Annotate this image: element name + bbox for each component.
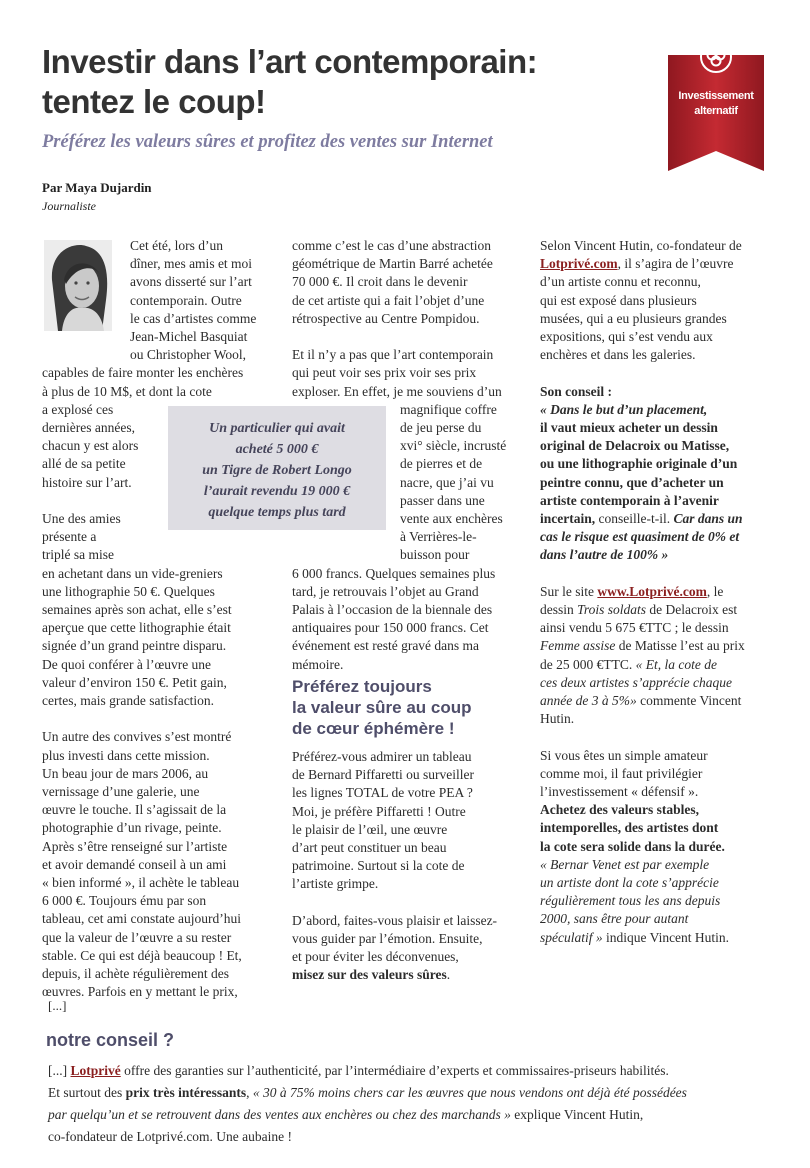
ellipsis-marker: [...] [48,998,67,1013]
text-line: à Verrières-le- [400,529,477,545]
text-line: ou une lithographie originale d’un [540,456,738,472]
lotprive-bottom-link[interactable]: Lotprivé [70,1063,121,1078]
section-heading [292,676,522,739]
text-line: œuvres. Parfois en y mettant le prix, [42,984,238,1000]
text-line: dernières années, [42,420,135,436]
text-line: l’investissement « défensif ». [540,784,699,800]
text-line [540,255,768,273]
text-line: un artiste dont la cote s’apprécie [540,875,719,891]
section-heading-line: la valeur sûre au coup [292,698,472,717]
pull-quote-line: Un particulier qui avait [209,421,345,436]
text-line: « bien informé », il achète le tableau [42,875,240,891]
text-span: Et surtout des [48,1085,126,1100]
text-line: co-fondateur de Lotprivé.com. Une aubaine ! [48,1129,293,1144]
text-line: d’un artiste connu et reconnu, [540,274,701,290]
text-line: buisson pour [400,547,470,563]
text-line: semaines après son achat, elle s’est [42,602,232,618]
text-line: musées, qui a eu plusieurs grandes [540,310,727,326]
text-line [540,656,768,674]
text-line: allé de sa petite [42,456,126,472]
text-line: capables de faire monter les enchères [42,365,244,381]
title-line-1: Investir dans l’art contemporain: [42,43,538,80]
text-line: signée d’un grand peintre disparu. [42,638,227,654]
text-line: peintre connu, que d’acheter un [540,474,724,490]
text-line: et pour éviter les déconvenues, [292,949,459,965]
text-line: Et il n’y a pas que l’art contemporain [292,347,494,363]
text-line: aperçue que cette lithographie était [42,620,231,636]
text-line: Moi, je préfère Piffaretti ! Outre [292,803,466,819]
wrapped-text [292,401,522,565]
pull-quote-line: un Tigre de Robert Longo [202,463,352,478]
text-line: le cas d’artistes comme [130,310,257,326]
text-line: que la valeur de l’œuvre a su rester [42,929,232,945]
text-line: magnifique coffre [400,401,497,417]
column-2-continued [292,748,522,985]
text-line: œuvre le touche. Il s’agissait de la [42,802,227,818]
text-span: offre des garanties sur l’authenticité, par l’intermédiaire d’experts et commissaires-priseurs habilités. [120,1063,669,1078]
text-line: Après s’être renseigné sur l’artiste [42,838,228,854]
ribbon-label [668,89,764,119]
text-line: d’art peut constituer un beau [292,840,447,856]
text-line: ces deux artistes s’apprécie chaque [540,674,732,690]
title-line-2: tentez le coup! [42,83,266,120]
text-line: les lignes TOTAL de votre PEA ? [292,785,473,801]
text-line: Selon Vincent Hutin, co-fondateur de [540,238,742,253]
section-heading-line: Préférez toujours [292,677,432,696]
paragraph-gap [292,894,522,912]
text-line [540,637,768,655]
text-line: mémoire. [292,656,344,672]
section-heading-line: de cœur éphémère ! [292,719,455,738]
byline-role: Journaliste [42,199,96,213]
text-line: de jeu perse du [400,420,482,436]
text-line: nacre, que j’ai vu [400,474,494,490]
text-line: dîner, mes amis et moi [130,256,253,272]
text-line: 2000, sans être pour autant [540,911,689,927]
text-line: l’artiste grimpe. [292,876,379,892]
pull-quote-line: quelque temps plus tard [208,505,346,520]
text-line: de Bernard Piffaretti ou surveiller [292,767,474,783]
text-line [540,510,768,528]
text-span: « 30 à 75% moins chers car les œuvres que nous vendons ont déjà été possédées [252,1085,687,1100]
text-line: comme c’est le cas d’une abstraction [292,238,492,253]
paragraph-gap [42,710,270,728]
text-span: de Delacroix est [646,602,738,618]
text-span: explique Vincent Hutin, [510,1107,644,1122]
text-line: stable. Ce qui est déjà beaucoup ! Et, [42,947,242,963]
text-span: conseille-t-il. [595,511,674,527]
text-line: une lithographie 50 €. Quelques [42,583,215,599]
text-line: xvi° siècle, incrusté [400,438,507,454]
text-span: , il s’agira de l’œuvre [617,256,734,272]
text-line [48,1060,772,1082]
article-title [42,42,642,122]
text-line: vente aux enchères [400,511,503,527]
text-line [48,1104,772,1126]
text-line: Jean-Michel Basquiat [130,329,248,345]
text-line: certes, mais grande satisfaction. [42,693,215,709]
text-line [540,692,768,710]
text-line: Achetez des valeurs stables, [540,802,699,818]
text-line: expositions, qui s’est vendu aux [540,329,713,345]
text-line: D’abord, faites-vous plaisir et laissez- [292,912,498,928]
text-span: [...] [48,1063,71,1078]
text-line [540,601,768,619]
text-line: le plaisir de l’œil, une œuvre [292,821,448,837]
text-line: plus investi dans cette mission. [42,747,210,763]
text-span: de 25 000 €TTC. [540,656,636,672]
text-line: histoire sur l’art. [42,474,132,490]
text-line: patrimoine. Surtout si la cote de [292,858,465,874]
column-1 [42,237,270,1002]
text-span: Sur le site [540,583,598,599]
column-3 [540,237,768,947]
text-line: passer dans une [400,492,485,508]
text-line: avons disserté sur l’art [130,274,252,290]
text-span: , le [706,583,724,599]
text-span: indique Vincent Hutin. [602,929,730,945]
text-span: année de 3 à 5%» [540,693,637,709]
text-line: triplé sa mise [42,547,114,563]
text-line: chacun y est alors [42,438,139,454]
text-line: comme moi, il faut privilégier [540,765,703,781]
text-span: dessin [540,602,578,618]
text-line: vous guider par l’émotion. Ensuite, [292,931,483,947]
text-line: dans l’autre de 100% » [540,547,669,563]
text-line: Préférez-vous admirer un tableau [292,749,472,764]
text-line: Une des amies [42,511,121,527]
text-span: incertain, [540,511,596,527]
text-span: misez sur des valeurs sûres [292,967,447,983]
text-line: de cet artiste qui a fait l’objet d’une [292,292,485,308]
text-line: antiquaires pour 150 000 francs. Cet [292,620,489,636]
text-line: à plus de 10 M$, et dont la cote [42,383,212,399]
byline-author: Par Maya Dujardin [42,180,152,195]
lotprive-link[interactable]: Lotprivé.com [540,256,618,272]
text-line: « Dans le but d’un placement, [540,401,708,417]
text-line: valeur d’environ 150 €. Petit gain, [42,674,227,690]
text-span: commente Vincent [636,693,742,709]
text-line: ainsi vendu 5 675 €TTC ; le dessin [540,620,729,636]
text-line: régulièrement tous les ans depuis [540,893,721,909]
text-line: 6 000 €. Toujours ému par son [42,893,207,909]
text-line: de pierres et de [400,456,483,472]
text-line: contemporain. Outre [130,292,242,308]
text-line: qui est exposé dans plusieurs [540,292,697,308]
advice-heading: notre conseil ? [46,1030,175,1050]
text-line: cas le risque est quasiment de 0% et [540,529,740,545]
text-line: intemporelles, des artistes dont [540,820,719,836]
text-line: « Bernar Venet est par exemple [540,856,710,872]
text-line [540,583,768,601]
text-span: par quelqu’un et se retrouvent dans des ventes aux enchères ou chez des marchands » [48,1107,511,1122]
text-line: qui peut voir ses prix voir ses prix [292,365,477,381]
text-line: événement est resté gravé dans ma [292,638,480,654]
text-line: en achetant dans un vide-greniers [42,565,223,581]
text-line: a explosé ces [42,401,114,417]
text-line: rétrospective au Centre Pompidou. [292,310,480,326]
article-subtitle: Préférez les valeurs sûres et profitez des ventes sur Internet [42,132,493,152]
text-span: Car dans un [673,511,743,527]
lotprive-site-link[interactable]: www.Lotprivé.com [597,583,707,599]
pull-quote-line: acheté 5 000 € [235,442,319,457]
text-span: , [246,1085,253,1100]
text-span: prix très intéressants [125,1085,247,1100]
text-line: la cote sera solide dans la durée. [540,838,725,854]
text-line [540,929,768,947]
text-line [292,966,522,984]
text-line: tableau, cet ami constate aujourd’hui [42,911,242,927]
text-span: spéculatif » [540,929,603,945]
text-line: Hutin. [540,711,575,727]
text-line: De quoi conférer à l’œuvre une [42,656,212,672]
ribbon-label-line-1: Investissement [678,90,754,102]
text-line: enchères et dans les galeries. [540,347,696,363]
text-line: Un autre des convives s’est montré [42,729,232,745]
text-line: depuis, il achète régulièrement des [42,966,230,982]
pull-quote-line: l’aurait revendu 19 000 € [203,484,351,499]
advice-paragraph [48,1060,772,1148]
text-span: . [446,967,451,983]
text-line: original de Delacroix ou Matisse, [540,438,730,454]
text-line: et avoir demandé conseil à un ami [42,856,227,872]
text-span: Trois soldats [577,602,647,618]
text-line: photographie d’un rivage, peinte. [42,820,222,836]
text-span: Femme assise [540,638,616,654]
text-line: 70 000 €. Il croit dans le devenir [292,274,468,290]
text-line: ou Christopher Wool, [130,347,247,363]
text-line: Palais à l’occasion de la biennale des [292,602,493,618]
text-line: il vaut mieux acheter un dessin [540,420,718,436]
text-span: « Et, la cote de [635,656,717,672]
text-line: artiste contemporain à l’avenir [540,492,719,508]
text-line: Un beau jour de mars 2006, au [42,765,209,781]
ribbon-label-line-2: alternatif [694,105,738,117]
conseil-label: Son conseil : [540,383,613,399]
text-line: Cet été, lors d’un [130,238,223,253]
text-span: de Matisse l’est au prix [615,638,745,654]
text-line: Si vous êtes un simple amateur [540,747,708,763]
text-line: vernissage d’une galerie, une [42,784,200,800]
text-line: géométrique de Martin Barré achetée [292,256,493,272]
text-line [48,1082,772,1104]
text-line: tard, je retrouvais l’objet au Grand [292,583,479,599]
text-line: exploser. En effet, je me souviens d’un [292,383,502,399]
text-line: 6 000 francs. Quelques semaines plus [292,565,496,581]
column-2 [292,237,522,674]
paragraph-gap [292,328,522,346]
text-line: présente a [42,529,97,545]
